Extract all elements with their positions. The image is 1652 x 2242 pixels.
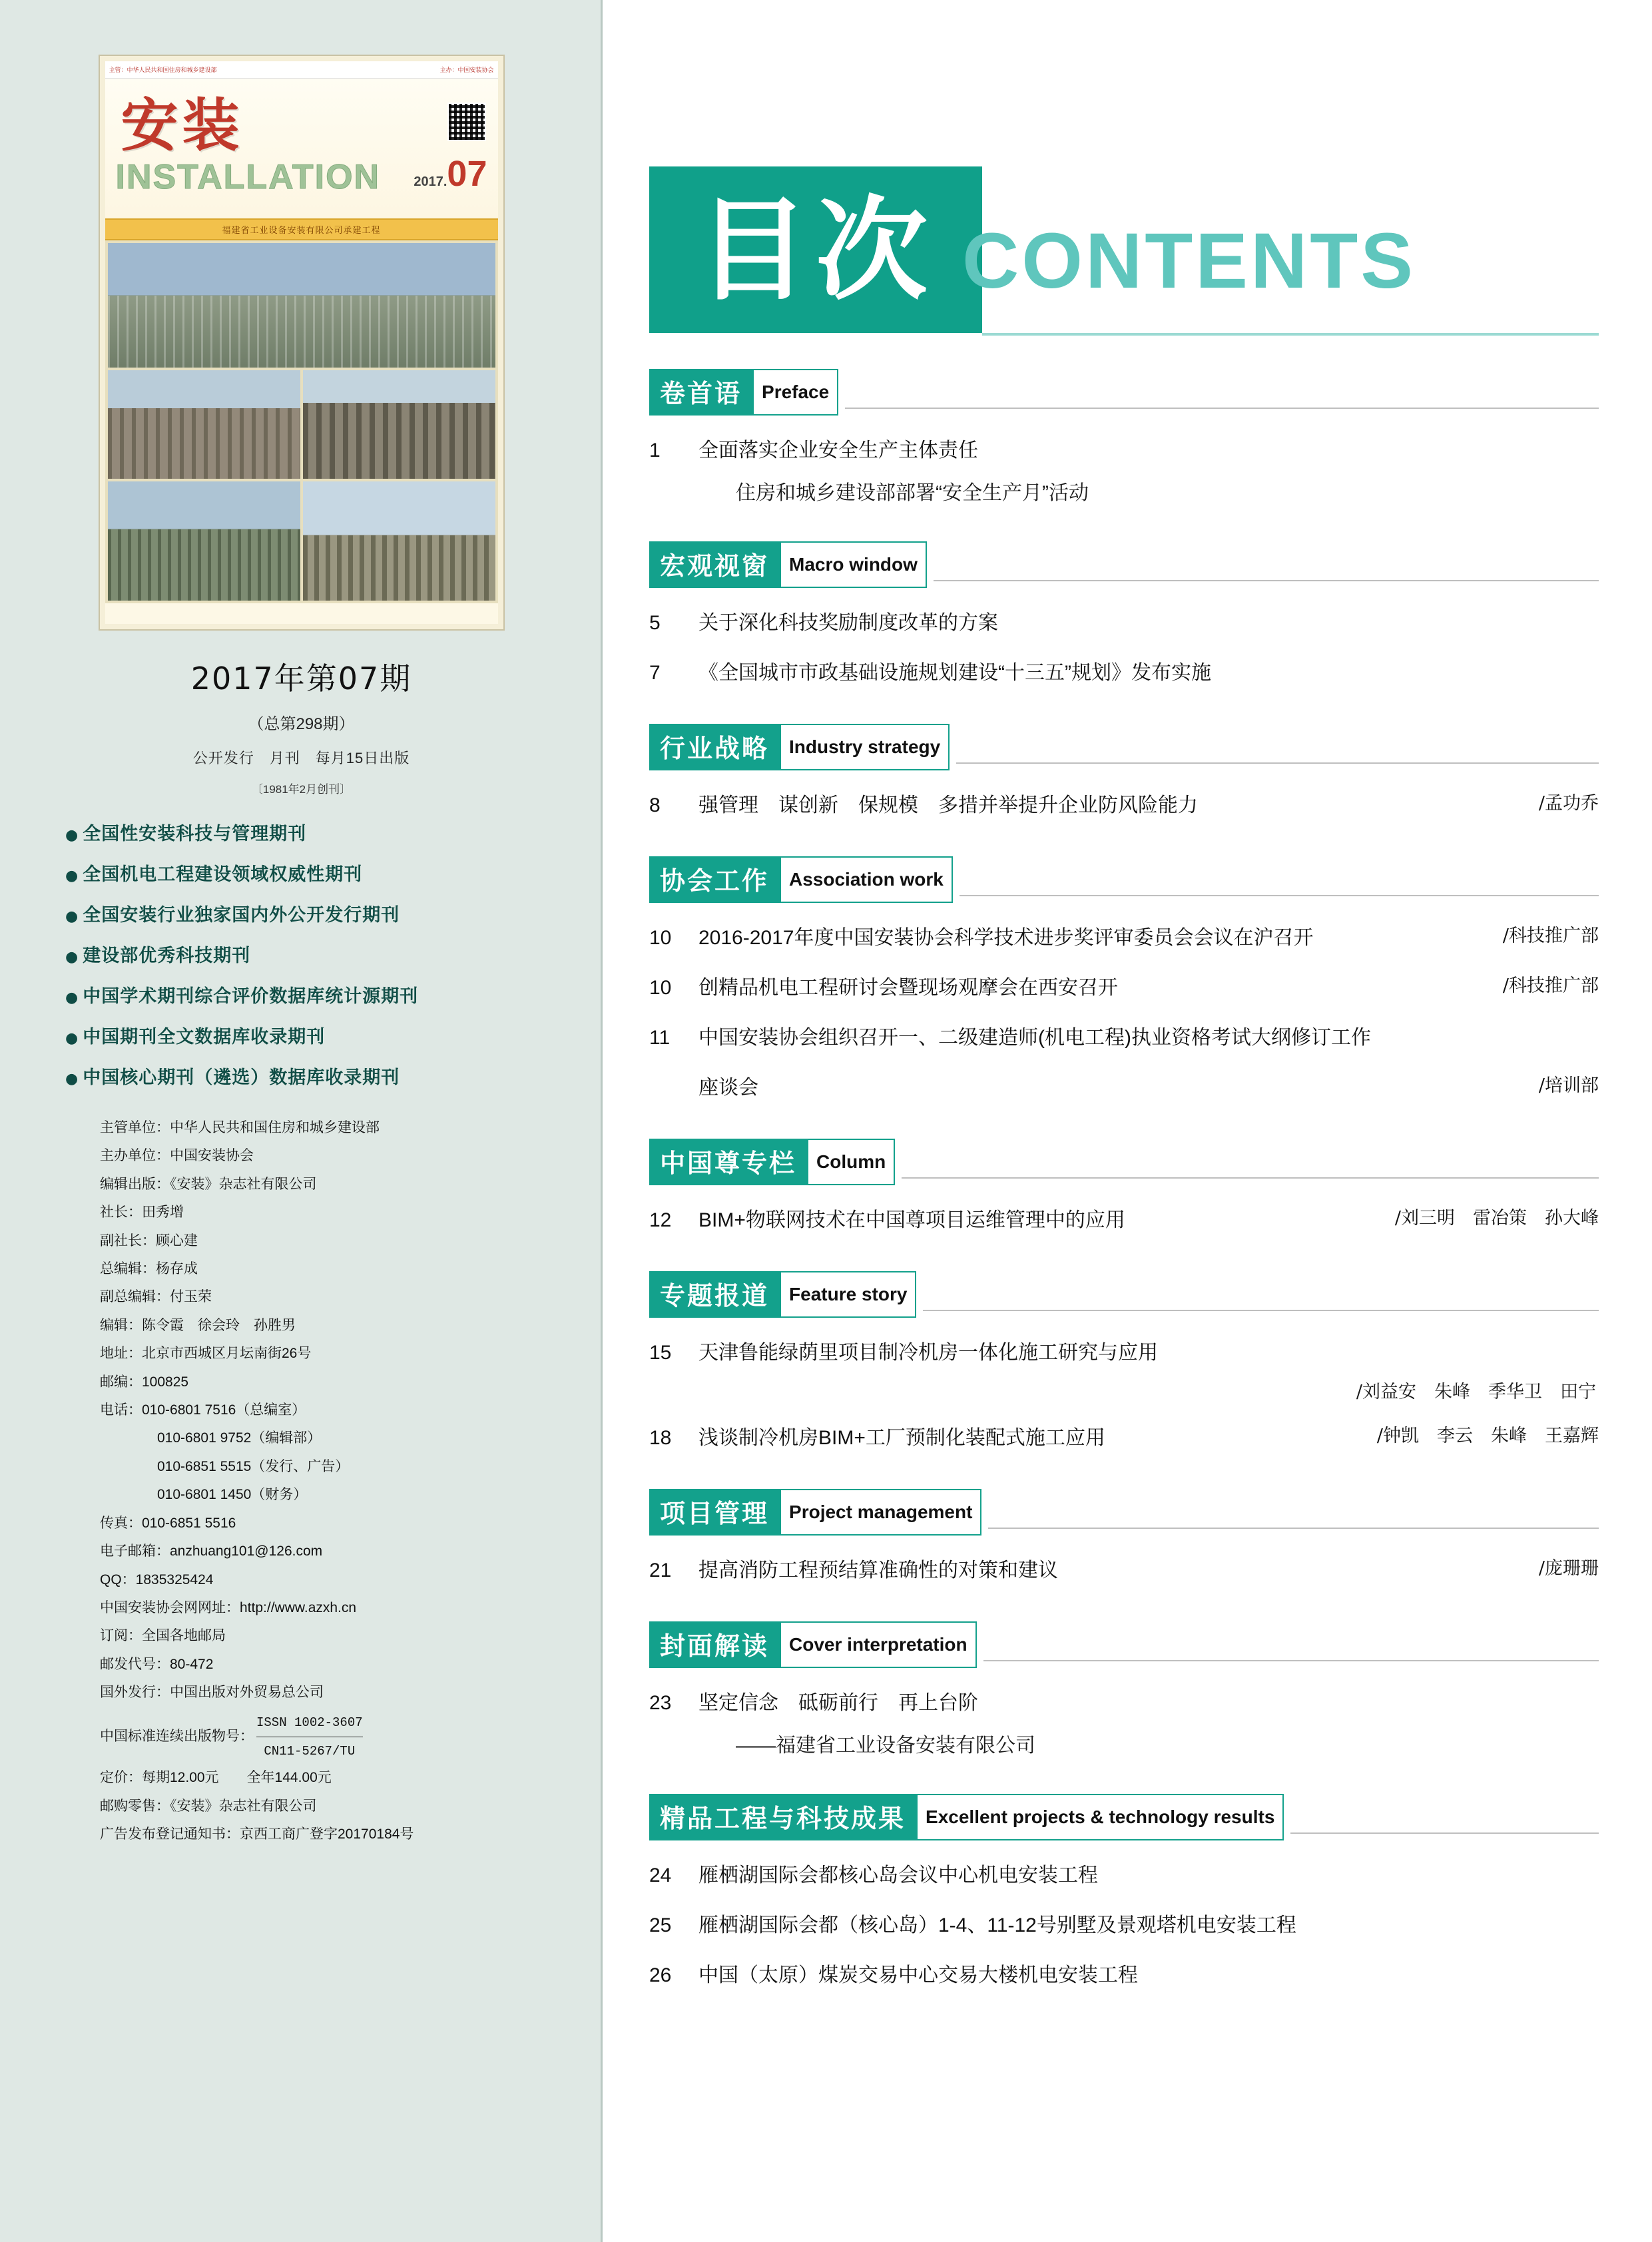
imprint-line: 邮编：100825: [100, 1374, 189, 1390]
entry-title: 坚定信念 砥砺前行 再上台阶: [698, 1692, 978, 1714]
contents-title-en: CONTENTS: [962, 217, 1416, 305]
list-item: [65, 1063, 576, 1089]
toc-entry[interactable]: [649, 1860, 1599, 1890]
toc-entry[interactable]: [649, 790, 1599, 820]
section-divider: [983, 1660, 1599, 1661]
section-header: [649, 1271, 1599, 1318]
list-item: [65, 860, 576, 886]
cover-top-bar: [105, 61, 498, 79]
entry-title: BIM+物联网技术在中国尊项目运维管理中的应用: [698, 1209, 1125, 1231]
toc-entry[interactable]: [649, 1960, 1599, 1990]
entry-title: 雁栖湖国际会都核心岛会议中心机电安装工程: [698, 1864, 1098, 1886]
toc-entry-continuation: [649, 1073, 1599, 1103]
credential-label: 全国安装行业独家国内外公开发行期刊: [83, 905, 400, 926]
toc-entry[interactable]: [649, 1023, 1599, 1053]
entry-subtitle: 住房和城乡建设部部署“安全生产月”活动: [736, 482, 1089, 504]
section-feature-story: [649, 1271, 1599, 1453]
section-title-cn: 宏观视窗: [649, 541, 780, 588]
page-number: 23: [649, 1692, 672, 1714]
section-header: [649, 1489, 1599, 1536]
toc-entry[interactable]: [649, 1555, 1599, 1585]
section-divider: [988, 1528, 1599, 1529]
cover-photo: [303, 481, 495, 601]
list-item: [65, 819, 576, 845]
page-number: 5: [649, 612, 661, 634]
section-title-en: Industry strategy: [780, 724, 950, 770]
cover-chinese-title: 安装: [121, 92, 244, 159]
section-divider: [934, 580, 1599, 581]
entry-title: 提高消防工程预结算准确性的对策和建议: [698, 1559, 1058, 1581]
section-divider: [956, 762, 1599, 764]
cover-english-title: INSTALLATION: [115, 158, 381, 196]
imprint-line: 副总编辑：付玉荣: [100, 1289, 212, 1305]
entry-title: 中国（太原）煤炭交易中心交易大楼机电安装工程: [698, 1964, 1138, 1986]
page-number: 15: [649, 1342, 672, 1364]
issue-title: 2017年第07期: [190, 661, 412, 697]
section-project-management: [649, 1489, 1599, 1585]
list-item: [65, 900, 576, 926]
imprint-block: [27, 1114, 576, 1849]
section-title-cn: 卷首语: [649, 369, 752, 416]
section-china-zun-column: [649, 1139, 1599, 1235]
imprint-line: 副社长：顾心建: [100, 1233, 198, 1249]
list-item: [65, 1022, 576, 1048]
section-header: [649, 1139, 1599, 1185]
header-divider: [982, 333, 1599, 336]
cover-masthead: [105, 79, 498, 218]
imprint-line: 编辑：陈令霞 徐会玲 孙胜男: [100, 1317, 296, 1333]
cover-photo: [303, 370, 495, 479]
toc-entry[interactable]: [649, 923, 1599, 953]
cover-photo: [108, 370, 300, 479]
contents-panel: [603, 0, 1652, 2242]
section-header: [649, 541, 1599, 588]
cover-photo: [108, 243, 495, 368]
imprint-website: 中国安装协会网网址：http://www.azxh.cn: [100, 1599, 357, 1615]
list-item: [65, 981, 576, 1007]
page-number: 10: [649, 927, 672, 949]
toc-entry[interactable]: [649, 435, 1599, 465]
bullet-dot-icon: ●: [65, 908, 79, 925]
imprint-line: 主办单位：中国安装协会: [100, 1148, 254, 1164]
section-title-cn: 专题报道: [649, 1271, 780, 1318]
founded-info: 〔1981年2月创刊〕: [251, 783, 352, 796]
toc-entry[interactable]: [649, 608, 1599, 638]
imprint-line: 国外发行：中国出版对外贸易总公司: [100, 1685, 324, 1701]
imprint-line: 010-6801 9752（编辑部）: [157, 1430, 322, 1446]
entry-author: /钟凯 李云 朱峰 王嘉辉: [1376, 1426, 1599, 1446]
credential-label: 全国机电工程建设领域权威性期刊: [83, 864, 363, 885]
entry-author: /刘益安 朱峰 季华卫 田宁: [1356, 1382, 1596, 1402]
credential-label: 中国核心期刊（遴选）数据库收录期刊: [83, 1067, 400, 1088]
section-title-cn: 项目管理: [649, 1489, 780, 1536]
journal-credentials-list: [27, 819, 576, 1089]
section-title-cn: 封面解读: [649, 1621, 780, 1668]
page-number: 26: [649, 1964, 672, 1986]
cover-supervisor-text: 主管：中华人民共和国住房和城乡建设部: [109, 67, 217, 73]
entry-subtitle: ——福建省工业设备安装有限公司: [736, 1735, 1035, 1757]
section-title-en: Feature story: [780, 1271, 916, 1318]
section-title-en: Column: [807, 1139, 895, 1185]
section-divider: [960, 895, 1599, 896]
imprint-line: 010-6851 5515（发行、广告）: [157, 1458, 350, 1474]
imprint-price: 定价：每期12.00元 全年144.00元: [100, 1770, 332, 1786]
entry-title-continued: 座谈会: [698, 1077, 758, 1099]
bullet-dot-icon: ●: [65, 867, 79, 884]
imprint-line: 地址：北京市西城区月坛南街26号: [100, 1346, 312, 1362]
list-item: [65, 941, 576, 967]
cover-issue: 07: [447, 154, 487, 194]
section-header: [649, 724, 1599, 770]
issn-label: 中国标准连续出版物号：: [100, 1729, 254, 1745]
cover-sponsor-text: 主办：中国安装协会: [439, 67, 494, 73]
entry-author: /科技推广部: [1502, 926, 1599, 946]
entry-title: 全面落实企业安全生产主体责任: [698, 439, 978, 461]
section-header: [649, 1621, 1599, 1668]
section-excellent-projects: [649, 1794, 1599, 1990]
credential-label: 全国性安装科技与管理期刊: [83, 824, 307, 844]
cover-issue-number: [413, 153, 487, 194]
imprint-retail: 邮购零售：《安装》杂志社有限公司: [100, 1798, 317, 1814]
section-divider: [923, 1310, 1599, 1311]
bullet-dot-icon: ●: [65, 1070, 79, 1087]
page-number: 10: [649, 977, 672, 999]
left-info-panel: [0, 0, 603, 2242]
imprint-ad-license: 广告发布登记通知书：京西工商广登字20170184号: [100, 1826, 414, 1842]
bullet-dot-icon: ●: [65, 1029, 79, 1047]
imprint-line: 010-6801 1450（财务）: [157, 1487, 308, 1503]
section-title-en: Association work: [780, 856, 953, 903]
issue-serial: （总第298期）: [248, 715, 355, 733]
page-number: 1: [649, 439, 661, 461]
section-title-en: Excellent projects & technology results: [916, 1794, 1284, 1840]
publish-info: 公开发行 月刊 每月15日出版: [192, 750, 410, 766]
page-number: 18: [649, 1427, 672, 1449]
entry-title: 关于深化科技奖励制度改革的方案: [698, 612, 998, 634]
section-title-en: Project management: [780, 1489, 981, 1536]
page-title: 目次: [649, 166, 982, 333]
cover-band-text: 福建省工业设备安装有限公司承建工程: [105, 218, 498, 240]
section-title-en: Macro window: [780, 541, 927, 588]
entry-title: 雁栖湖国际会都（核心岛）1-4、11-12号别墅及景观塔机电安装工程: [698, 1914, 1296, 1936]
section-divider: [845, 408, 1599, 409]
cover-photo: [108, 481, 300, 601]
toc-entry[interactable]: [649, 1910, 1599, 1940]
section-header: [649, 369, 1599, 416]
entry-title: 2016-2017年度中国安装协会科学技术进步奖评审委员会会议在沪召开: [698, 927, 1314, 949]
section-title-en: Preface: [752, 369, 838, 416]
credential-label: 中国期刊全文数据库收录期刊: [83, 1027, 326, 1047]
section-title-cn: 中国尊专栏: [649, 1139, 807, 1185]
section-header: [649, 1794, 1599, 1840]
bullet-dot-icon: ●: [65, 989, 79, 1006]
page-number: 21: [649, 1559, 672, 1581]
imprint-line: 邮发代号：80-472: [100, 1656, 214, 1672]
magazine-cover-image: [99, 55, 505, 631]
entry-title: 创精品机电工程研讨会暨现场观摩会在西安召开: [698, 977, 1118, 999]
imprint-qq: QQ：1835325424: [100, 1571, 214, 1587]
section-title-cn: 精品工程与科技成果: [649, 1794, 916, 1840]
credential-label: 建设部优秀科技期刊: [83, 946, 251, 966]
credential-label: 中国学术期刊综合评价数据库统计源期刊: [83, 986, 419, 1007]
section-cover-interpretation: [649, 1621, 1599, 1758]
cover-photo-grid: [105, 240, 498, 603]
page-number: 25: [649, 1914, 672, 1936]
section-macro-window: [649, 541, 1599, 688]
imprint-line: 电话：010-6801 7516（总编室）: [100, 1402, 306, 1418]
imprint-line: 总编辑：杨存成: [100, 1261, 198, 1277]
page-number: 12: [649, 1209, 672, 1231]
qr-code-icon: [447, 103, 486, 141]
entry-author: /庞珊珊: [1538, 1558, 1599, 1579]
cover-year: 2017.: [413, 174, 447, 189]
entry-author: /培训部: [1538, 1075, 1599, 1096]
contents-header: [649, 166, 1599, 333]
section-title-en: Cover interpretation: [780, 1621, 977, 1668]
issn-number: ISSN 1002-3607: [256, 1715, 363, 1730]
imprint-line: 传真：010-6851 5516: [100, 1515, 236, 1531]
toc-entry[interactable]: [649, 1423, 1599, 1453]
imprint-line: 订阅：全国各地邮局: [100, 1628, 226, 1644]
toc-entry[interactable]: [649, 1338, 1599, 1368]
cn-number: CN11-5267/TU: [256, 1737, 363, 1764]
section-preface: [649, 369, 1599, 505]
toc-entry[interactable]: [649, 1205, 1599, 1235]
toc-entry[interactable]: [649, 973, 1599, 1003]
bullet-dot-icon: ●: [65, 948, 79, 966]
section-industry-strategy: [649, 724, 1599, 820]
bullet-dot-icon: ●: [65, 826, 79, 844]
entry-title: 《全国城市市政基础设施规划建设“十三五”规划》发布实施: [698, 662, 1211, 684]
entry-author: /科技推广部: [1502, 976, 1599, 996]
section-title-cn: 行业战略: [649, 724, 780, 770]
imprint-line: 社长：田秀增: [100, 1205, 184, 1221]
entry-author: /刘三明 雷冶策 孙大峰: [1394, 1208, 1599, 1229]
section-title-cn: 协会工作: [649, 856, 780, 903]
imprint-line: 主管单位：中华人民共和国住房和城乡建设部: [100, 1120, 380, 1135]
section-divider: [1290, 1832, 1599, 1834]
imprint-line: 编辑出版：《安装》杂志社有限公司: [100, 1176, 317, 1192]
entry-title: 天津鲁能绿荫里项目制冷机房一体化施工研究与应用: [698, 1342, 1158, 1364]
issn-block: [100, 1710, 576, 1765]
section-association-work: [649, 856, 1599, 1103]
toc-entry[interactable]: [649, 658, 1599, 688]
entry-author: /孟功乔: [1538, 793, 1599, 814]
page-number: 8: [649, 794, 661, 816]
entry-title: 强管理 谋创新 保规模 多措并举提升企业防风险能力: [698, 794, 1198, 816]
entry-title: 中国安装协会组织召开一、二级建造师(机电工程)执业资格考试大纲修订工作: [698, 1027, 1371, 1049]
page-number: 7: [649, 662, 661, 684]
toc-entry[interactable]: [649, 1688, 1599, 1718]
entry-title: 浅谈制冷机房BIM+工厂预制化装配式施工应用: [698, 1427, 1105, 1449]
section-header: [649, 856, 1599, 903]
section-divider: [902, 1177, 1599, 1179]
page-number: 24: [649, 1864, 672, 1886]
imprint-email: 电子邮箱：anzhuang101@126.com: [100, 1543, 323, 1559]
page-number: 11: [649, 1027, 671, 1049]
